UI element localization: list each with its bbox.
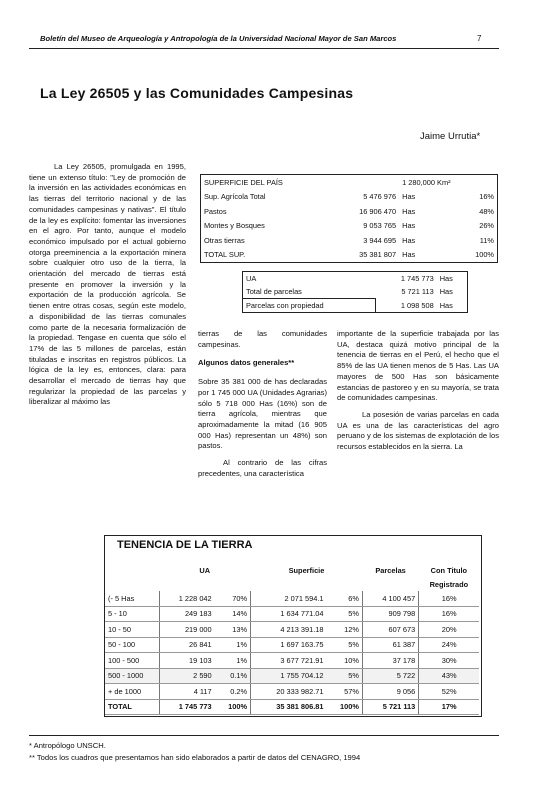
row-value: 1 745 773 — [400, 274, 434, 283]
cell-ua: 1 228 042 — [159, 591, 215, 606]
cell-ua: 4 117 — [159, 684, 215, 700]
footnote-1: * Antropólogo UNSCH. — [29, 741, 106, 750]
table-row — [105, 591, 479, 606]
table-row — [105, 606, 479, 622]
row-label: Otras tierras — [204, 235, 245, 245]
column-2-lead: tierras de las comunidades campesinas. — [198, 329, 327, 349]
row-value: 35 381 807 — [359, 250, 397, 260]
row-label: Parcelas con propiedad — [243, 299, 376, 313]
cell-sup-pct: 100% — [327, 699, 363, 715]
row-unit: Has — [439, 287, 453, 297]
footnote-2: ** Todos los cuadros que presentamos han sido elaborados a partir de datos del CENAGRO, 1994 — [29, 753, 361, 762]
cell-parcelas: 5 722 — [362, 668, 418, 684]
col-titulo-header: Con Titulo — [430, 565, 468, 575]
cell-ua-pct: 1% — [215, 637, 251, 653]
table-row — [201, 219, 498, 234]
column-2 — [198, 329, 327, 485]
cell-titulo: 30% — [419, 653, 479, 669]
row-pct: 11% — [479, 235, 494, 245]
cell-parcelas: 61 387 — [362, 637, 418, 653]
cell-titulo: 16% — [419, 591, 479, 606]
cell-range: TOTAL — [105, 699, 159, 715]
cell-titulo: 17% — [419, 699, 479, 715]
surface-header-label: SUPERFICIE DEL PAÍS — [204, 177, 283, 187]
cell-ua-pct: 0.2% — [215, 684, 251, 700]
table-header-row — [105, 577, 479, 591]
col-range-header — [105, 563, 159, 577]
header-spacer — [362, 577, 418, 591]
cell-sup-pct: 5% — [327, 668, 363, 684]
row-label: Pastos — [204, 206, 227, 216]
ua-table — [242, 271, 468, 313]
cell-ua: 2 590 — [159, 668, 215, 684]
row-label: Montes y Bosques — [204, 221, 265, 231]
surface-header-row — [201, 175, 498, 190]
table-row — [243, 285, 468, 299]
cell-ua-pct: 100% — [215, 699, 251, 715]
article-title: La Ley 26505 y las Comunidades Campesinas — [40, 85, 354, 101]
table-row — [105, 684, 479, 700]
page-number: 7 — [477, 34, 482, 43]
row-pct: 100% — [475, 250, 494, 260]
cell-ua-pct: 0.1% — [215, 668, 251, 684]
cell-ua: 26 841 — [159, 637, 215, 653]
column-2-paragraph-2: Al contrario de las cifras precedentes, una característica — [198, 458, 327, 478]
table-row — [105, 622, 479, 638]
row-value: 5 721 113 — [401, 287, 434, 297]
row-value: 16 906 470 — [359, 206, 397, 216]
table-header-row — [105, 563, 479, 577]
row-value: 5 476 976 — [363, 192, 397, 202]
cell-sup: 20 333 982.71 — [251, 684, 327, 700]
cell-titulo: 52% — [419, 684, 479, 700]
cell-ua-pct: 14% — [215, 606, 251, 622]
header-rule — [29, 48, 499, 49]
cell-ua-pct: 1% — [215, 653, 251, 669]
cell-range: 10 - 50 — [105, 622, 159, 638]
surface-table — [200, 174, 498, 263]
table-row — [105, 653, 479, 669]
cell-range: 5 - 10 — [105, 606, 159, 622]
table-row — [243, 299, 468, 313]
cell-ua-pct: 70% — [215, 591, 251, 606]
row-pct: 16% — [479, 192, 494, 202]
row-unit: Has — [439, 274, 453, 283]
row-unit: Has — [402, 206, 416, 216]
table-row — [201, 248, 498, 263]
table-row — [201, 204, 498, 219]
cell-ua: 249 183 — [159, 606, 215, 622]
cell-titulo: 24% — [419, 637, 479, 653]
cell-ua: 19 103 — [159, 653, 215, 669]
cell-range: 100 - 500 — [105, 653, 159, 669]
row-pct: 26% — [479, 221, 494, 231]
cell-sup: 3 677 721.91 — [251, 653, 327, 669]
column-1 — [29, 162, 186, 414]
cell-ua: 1 745 773 — [159, 699, 215, 715]
column-3 — [337, 329, 499, 459]
cell-sup: 2 071 594.1 — [251, 591, 327, 606]
header-spacer — [105, 577, 159, 591]
cell-sup-pct: 6% — [327, 591, 363, 606]
header-spacer — [159, 577, 251, 591]
cell-sup-pct: 10% — [327, 653, 363, 669]
table-row — [243, 272, 468, 286]
cell-titulo: 20% — [419, 622, 479, 638]
row-label: Total de parcelas — [246, 287, 302, 296]
cell-range: 50 - 100 — [105, 637, 159, 653]
row-label: UA — [246, 274, 257, 283]
row-unit: Has — [402, 235, 416, 245]
row-value: 9 053 765 — [363, 221, 397, 231]
cell-range: (- 5 Has — [105, 591, 159, 606]
table-row — [105, 637, 479, 653]
table-row — [201, 190, 498, 205]
col-superficie-header: Superficie — [288, 565, 325, 575]
row-unit: Has — [439, 300, 453, 310]
cell-sup: 1 755 704.12 — [251, 668, 327, 684]
column-3-paragraph-2: La posesión de varias parcelas en cada UA es una de las características del agro peruano y de los sistemas de explotación de los recursos establecidos en la sierra. La — [337, 409, 499, 452]
table-total-row — [105, 699, 479, 715]
table-row — [105, 668, 479, 684]
row-label: TOTAL SUP. — [204, 250, 246, 260]
table-row — [201, 233, 498, 248]
footnote-rule — [29, 735, 499, 736]
cell-parcelas: 5 721 113 — [362, 699, 418, 715]
cell-sup: 35 381 806.81 — [251, 699, 327, 715]
col-parcelas-header: Parcelas — [375, 565, 406, 575]
col-titulo-header-2: Registrado — [429, 579, 469, 589]
intro-paragraph: La Ley 26505, promulgada en 1995, tiene un extenso título: "Ley de promoción de la inversión en las actividades económicas en las tierras del territorio nacional y de las comunidades campesinas y nativas". El título de la ley es explícito: fomentar las inversiones en el agro. Por tanto, aunque el modelo económico impulsado por el actual gobierno otorga preeminencia a la exportación minera sobre cualquier otro uso de la tierra, la orientación del mercado de tierras está presente en promover la inversión y la exportación de la producción agrícola. Se tienen entre otras cosas, según este modelo, a disponibilidad de las tierras comunales como parte de la necesaria formalización de la propiedad. Tengase en cuenta que sólo el 17% de las 5 millones de parcelas, están tituladas e inscritas en registros públicos. La lógica de la ley es, entonces, clara: para desarrollar el mercado de tierras hay que regularizar la propiedad de las parcelas y liberalizar al máximo las — [29, 162, 186, 407]
header-spacer — [251, 577, 363, 591]
cell-sup-pct: 5% — [327, 637, 363, 653]
cell-titulo: 43% — [419, 668, 479, 684]
cell-sup-pct: 57% — [327, 684, 363, 700]
cell-titulo: 16% — [419, 606, 479, 622]
row-label: Sup. Agrícola Total — [204, 192, 266, 202]
article-author: Jaime Urrutia* — [420, 131, 481, 142]
cell-ua-pct: 13% — [215, 622, 251, 638]
cell-parcelas: 4 100 457 — [362, 591, 418, 606]
row-value: 1 098 508 — [400, 300, 434, 310]
journal-header: Boletín del Museo de Arqueología y Antropología de la Universidad Nacional Mayor de San Marcos — [40, 34, 397, 43]
cell-sup: 1 634 771.04 — [251, 606, 327, 622]
cell-sup-pct: 12% — [327, 622, 363, 638]
tenencia-title: TENENCIA DE LA TIERRA — [117, 539, 253, 551]
cell-range: 500 - 1000 — [105, 668, 159, 684]
row-unit: Has — [402, 192, 416, 202]
row-pct: 48% — [479, 206, 494, 216]
cell-ua: 219 000 — [159, 622, 215, 638]
col-ua-header: UA — [199, 565, 211, 575]
cell-sup: 1 697 163.75 — [251, 637, 327, 653]
row-unit: Has — [402, 221, 416, 231]
cell-parcelas: 9 056 — [362, 684, 418, 700]
cell-sup-pct: 5% — [327, 606, 363, 622]
column-2-paragraph-1: Sobre 35 381 000 de has declaradas por 1 745 000 UA (Unidades Agrarias) sólo 5 718 000 Has (16%) son de tierra agrícola, mientras que aproximadamente la mitad (16 905 000 Has) representan un 48%) son pastos. — [198, 377, 327, 451]
row-unit: Has — [402, 250, 416, 260]
row-value: 3 944 695 — [363, 235, 397, 245]
cell-parcelas: 909 798 — [362, 606, 418, 622]
tenencia-table — [105, 563, 479, 715]
surface-header-value: 1 280,000 Km² — [402, 177, 451, 187]
cell-parcelas: 607 673 — [362, 622, 418, 638]
column-3-paragraph-1: importante de la superficie trabajada por las UA, destaca quizá motivo principal de la tenencia de tierras en el Perú, el hecho que el 85% de las UA tienen menos de 5 Has. Las UA mayores de 500 Has son básicamente estancias de pastoreo y en su mayoría, se trata de comunidades campesinas. — [337, 329, 499, 403]
section-subheading: Algunos datos generales** — [198, 358, 295, 368]
cell-parcelas: 37 178 — [362, 653, 418, 669]
cell-range: + de 1000 — [105, 684, 159, 700]
cell-sup: 4 213 391.18 — [251, 622, 327, 638]
